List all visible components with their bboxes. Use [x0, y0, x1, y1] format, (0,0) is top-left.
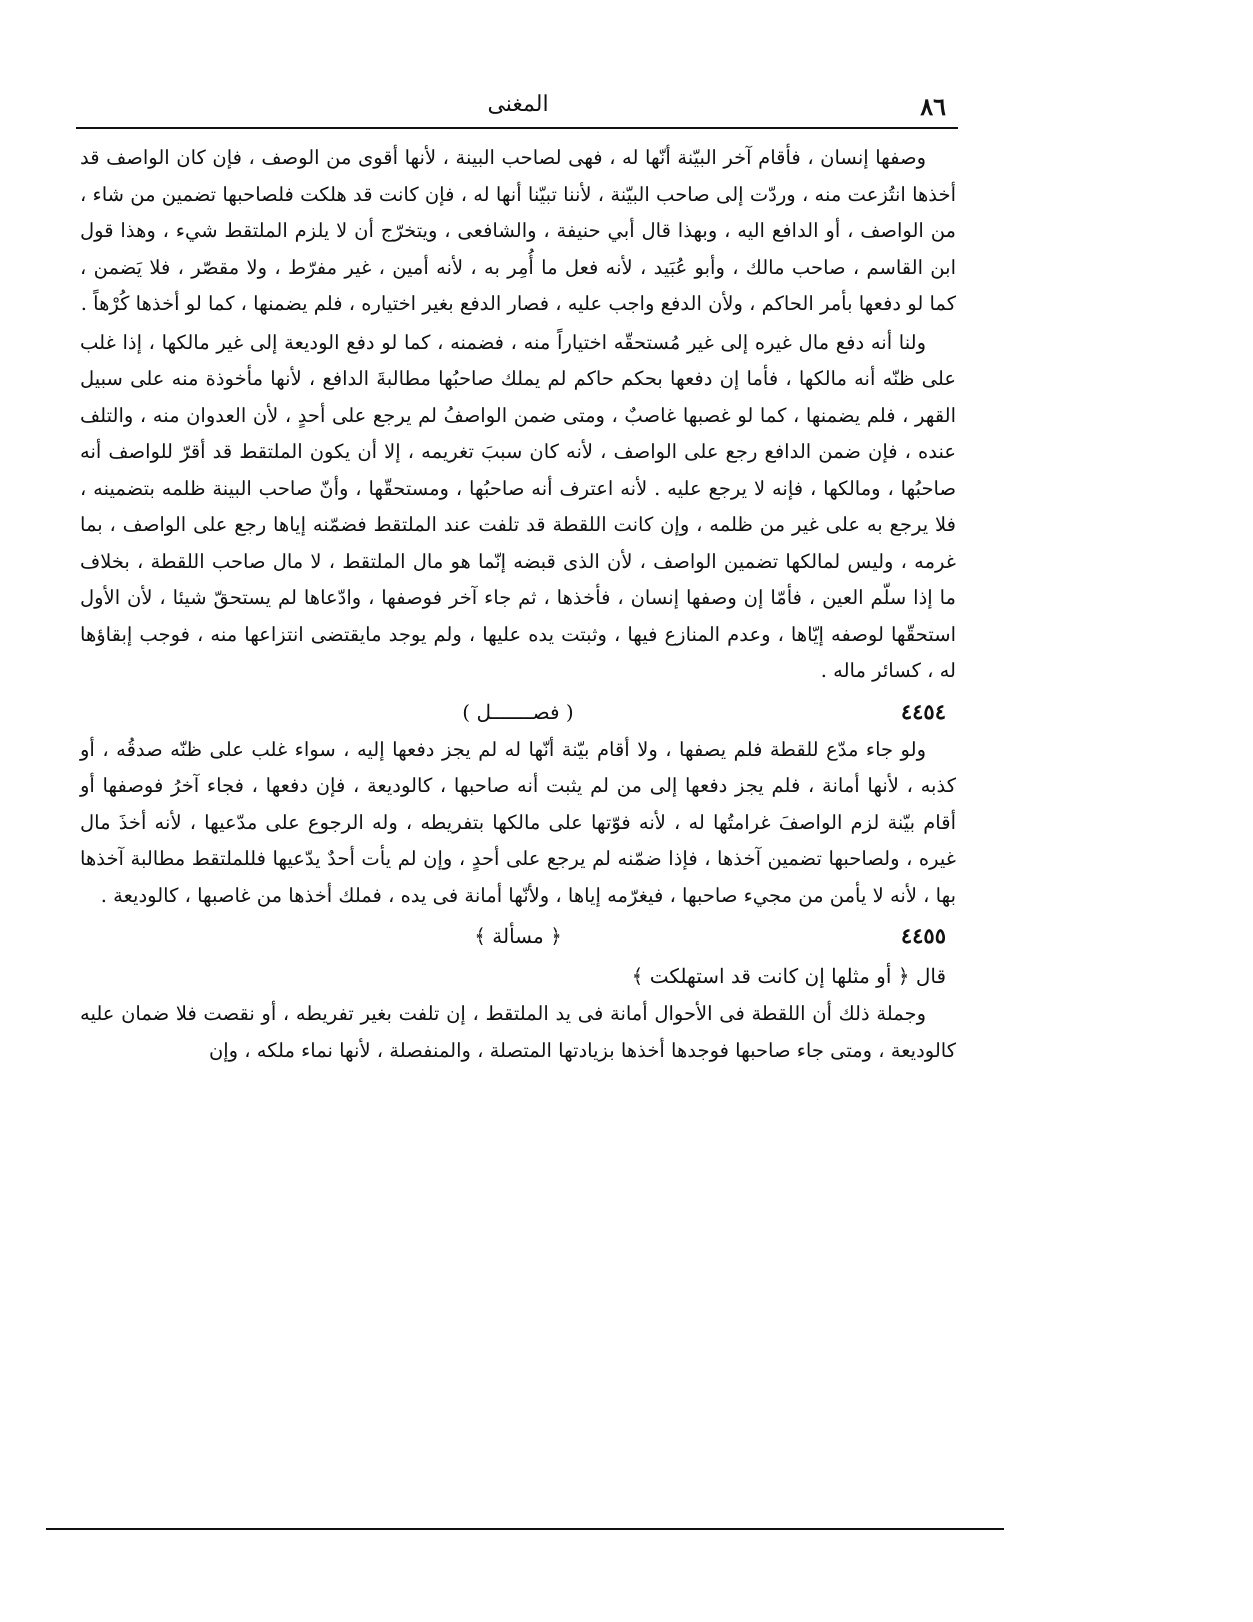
section-title: ﴿ مسألة ﴾	[474, 924, 562, 948]
section-title: ( فصـــــــل )	[462, 699, 574, 724]
body-text	[80, 140, 956, 1069]
header-rule	[76, 127, 958, 129]
quoted-text: قال ﴿ أو مثلها إن كانت قد استهلكت ﴾	[631, 964, 946, 988]
page-number: ٨٦	[920, 92, 946, 121]
section-number: ٤٤٥٤	[900, 698, 946, 724]
footer-rule	[46, 1528, 1004, 1530]
section-heading-4455	[80, 916, 956, 954]
paragraph: وصفها إنسان ، فأقام آخر البيّنة أنّها له ، فهى لصاحب البينة ، لأنها أقوى من الوصف ، فإن كان الواصف قد أخذها انتُزعت منه ، وردّت إلى صاحب البيّنة ، لأننا تبيّنا أنها له ، فإن كانت قد هلكت فلصاحبها تضمين من شاء ، من الواصف ، أو الدافع اليه ، وبهذا قال أبي حنيفة ، والشافعى ، ويتخرّج أن لا يلزم الملتقط شيء ، وهذا قول ابن القاسم ، صاحب مالك ، وأبو عُبَيد ، لأنه فعل ما أُمِر به ، لأنه أمين ، غير مفرّط ، ولا مقصّر ، فلا يَضمن ، كما لو دفعها بأمر الحاكم ، ولأن الدفع واجب عليه ، فصار الدفع بغير اختياره ، فلم يضمنها ، كما لو أخذها كُرْهاً .	[80, 146, 956, 315]
running-title: المغنى	[487, 92, 549, 117]
paragraph: وجملة ذلك أن اللقطة فى الأحوال أمانة فى يد الملتقط ، إن تلفت بغير تفريطه ، أو نقصت فلا ضمان عليه كالوديعة ، ومتى جاء صاحبها فوجدها أخذها بزيادتها المتصلة ، والمنفصلة ، لأنها نماء ملكه ، وإن	[80, 1002, 956, 1062]
paragraph: ولو جاء مدّع للقطة فلم يصفها ، ولا أقام بيّنة أنّها له لم يجز دفعها إليه ، سواء غلب على ظنّه صدقُه ، أو كذبه ، لأنها أمانة ، فلم يجز دفعها إلى من لم يثبت أنه صاحبها ، كالوديعة ، فإن دفعها ، فجاء آخرُ فوصفها أو أقام بيّنة لزم الواصفَ غرامتُها له ، لأنه فوّتها على مالكها بتفريطه ، وله الرجوع على مدّعيها ، لأنه أخذَ مال غيره ، ولصاحبها تضمين آخذها ، فإذا ضمّنه لم يرجع على أحدٍ ، وإن لم يأت أحدٌ يدّعيها فللملتقط مطالبة آخذها بها ، لأنه لا يأمن من مجيء صاحبها ، فيغرّمه إياها ، ولأنّها أمانة فى يده ، فملك أخذها من غاصبها ، كالوديعة .	[80, 737, 956, 907]
section-number: ٤٤٥٥	[900, 923, 946, 948]
paragraph: ولنا أنه دفع مال غيره إلى غير مُستحقّه اختياراً منه ، فضمنه ، كما لو دفع الوديعة إلى غير مالكها ، إذا غلب على ظنّه أنه مالكها ، فأما إن دفعها بحكم حاكم لم يملك صاحبُها مطالبةَ الدافع ، لأنها مأخوذة منه على سبيل القهر ، فلم يضمنها ، كما لو غصبها غاصبٌ ، ومتى ضمن الواصفُ لم يرجع على أحدٍ ، لأن العدوان منه ، والتلف عنده ، فإن ضمن الدافع رجع على الواصف ، لأنه كان سببَ تغريمه ، إلا أن يكون الملتقط قد أقرّ للواصف أنه صاحبُها ، ومالكها ، فإنه لا يرجع عليه . لأنه اعترف أنه صاحبُها ، ومستحقّها ، وأنّ صاحب البينة ظلمه بتضمينه ، فلا يرجع به على غير من ظلمه ، وإن كانت اللقطة قد تلفت عند الملتقط فضمّنه إياها رجع على الواصف ، بما غرمه ، وليس لمالكها تضمين الواصف ، لأن الذى قبضه إنّما هو مال الملتقط ، لا مال صاحب اللقطة ، بخلاف ما إذا سلّم العين ، فأمّا إن وصفها إنسان ، فأخذها ، ثم جاء آخر فوصفها ، وادّعاها لم يستحقّ شيئا ، لأن الأول استحقّها لوصفه إيّاها ، وعدم المنازع فيها ، وثبتت يده عليها ، ولم يوجد مايقتضى انتزاعها منه ، فوجب إبقاؤها له ، كسائر ماله .	[80, 330, 956, 682]
section-heading-4454	[80, 692, 956, 730]
page-header	[80, 90, 956, 126]
